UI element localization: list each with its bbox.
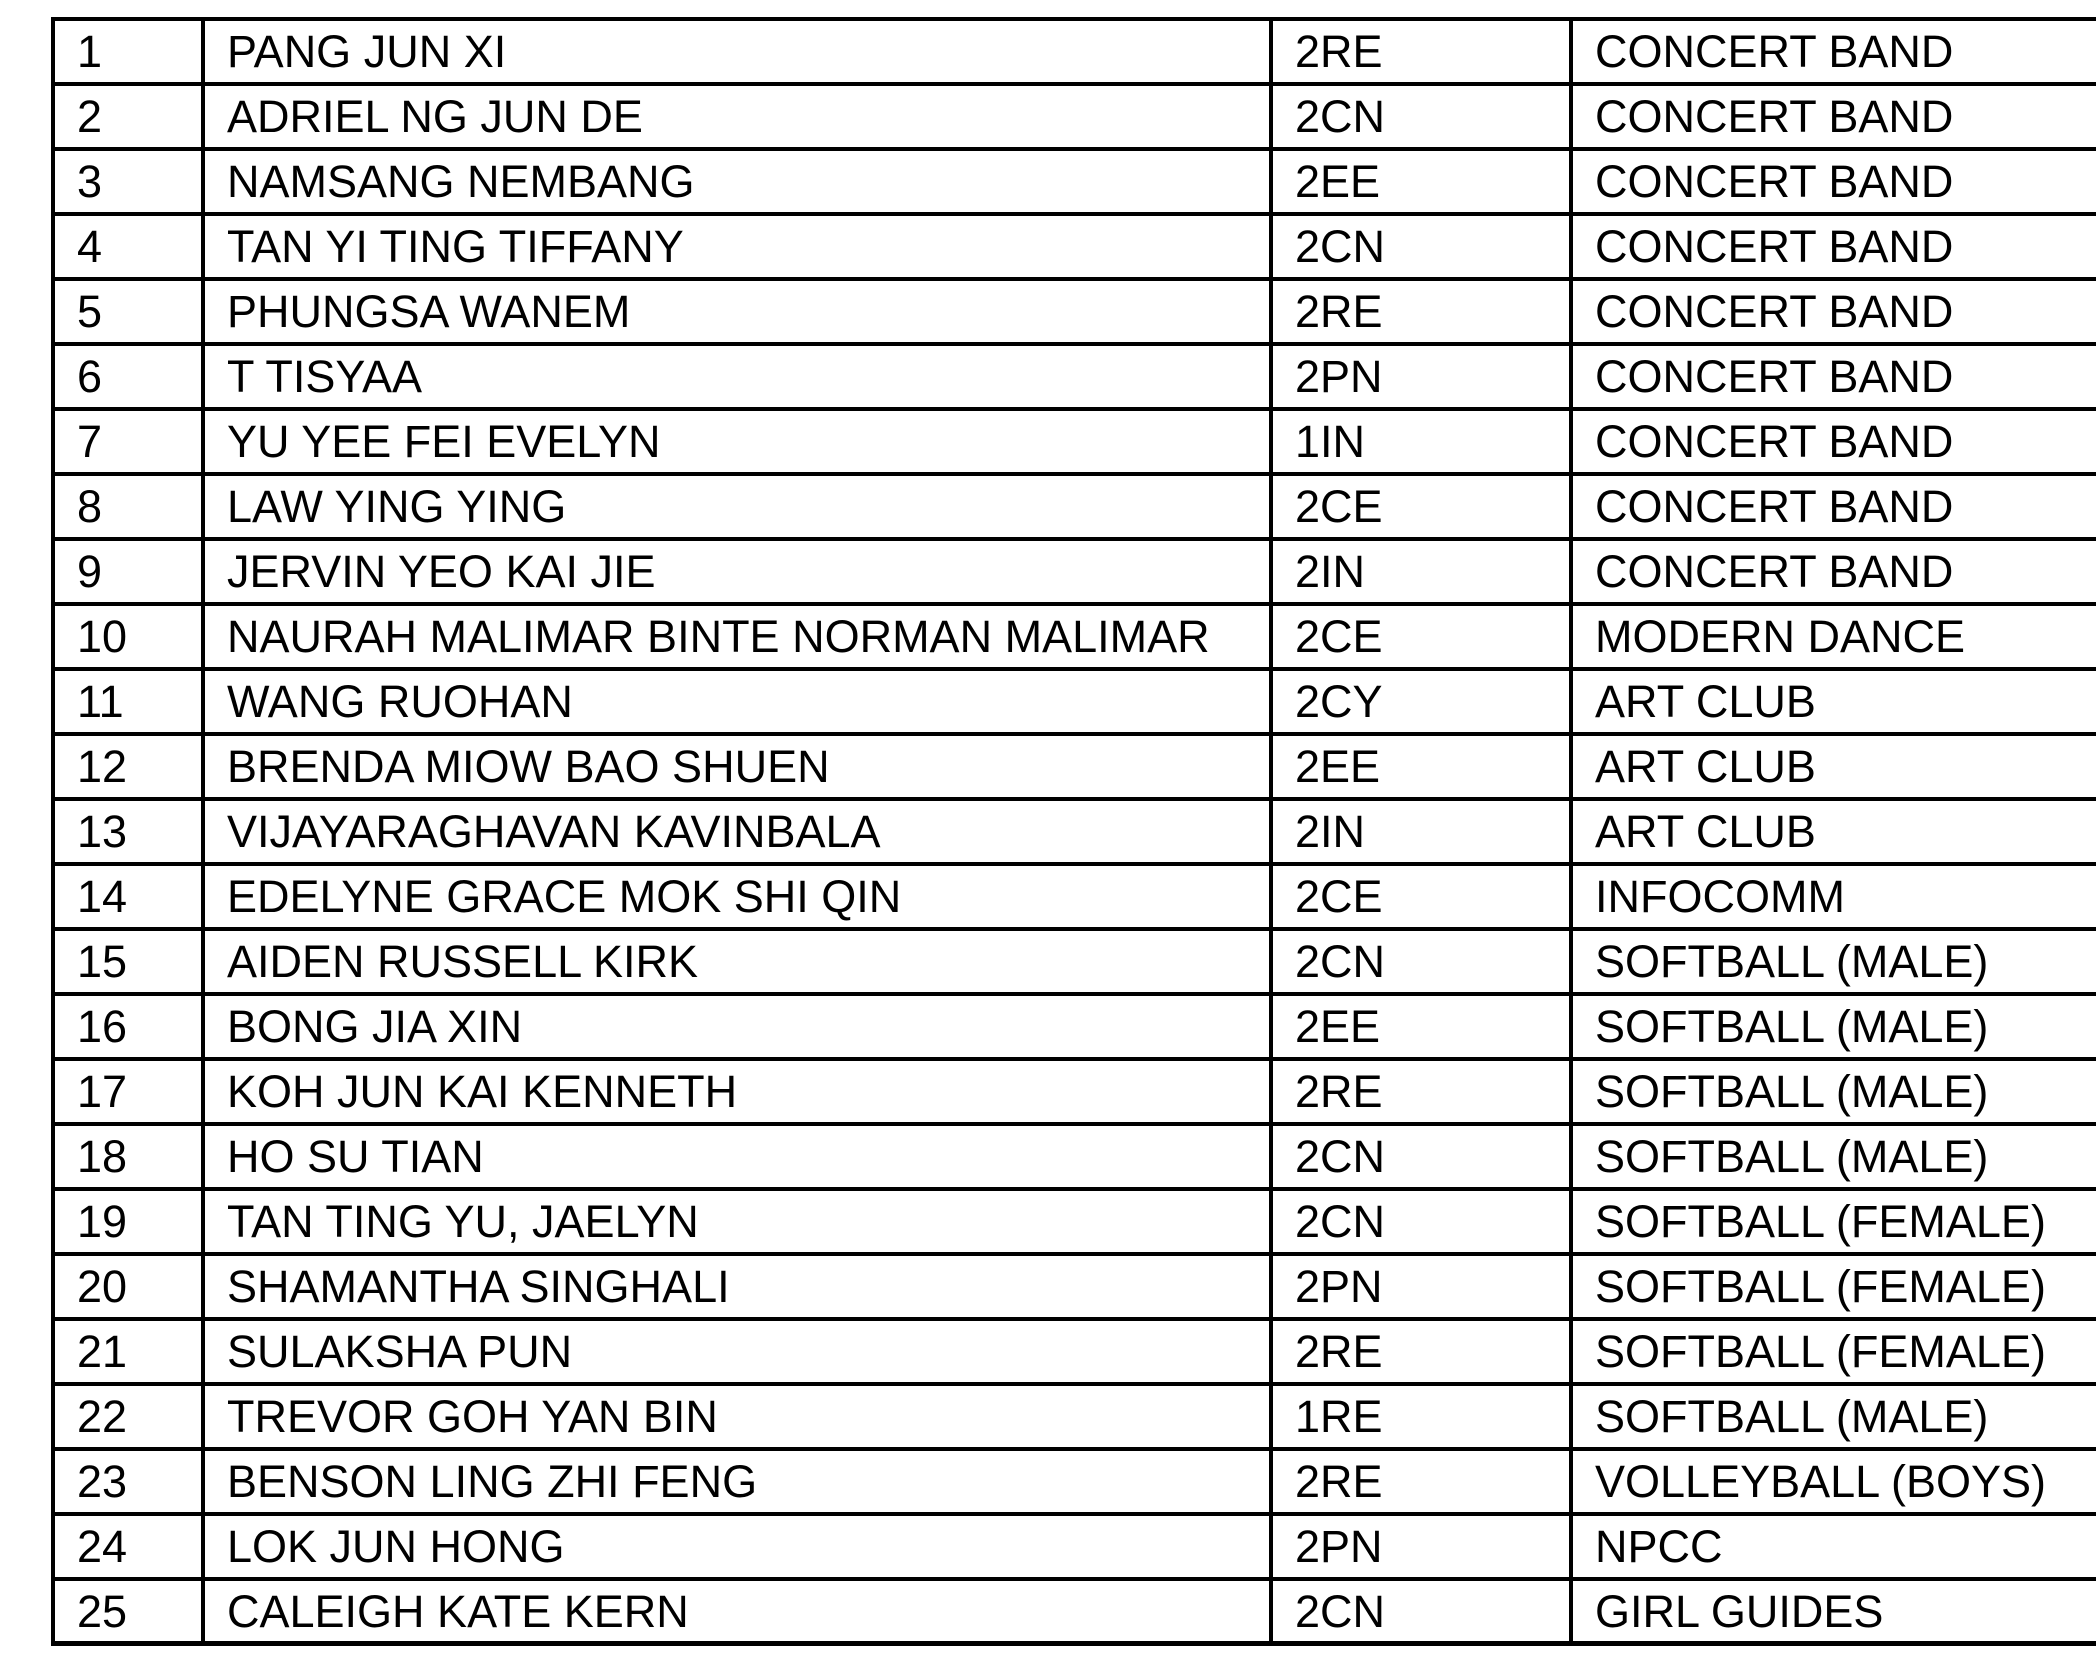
row-number-cell: 3 [53,149,203,214]
row-number-cell: 18 [53,1124,203,1189]
cca-cell: SOFTBALL (FEMALE) [1571,1319,2096,1384]
class-cell: 2EE [1271,734,1571,799]
cca-cell: CONCERT BAND [1571,214,2096,279]
class-cell: 2CN [1271,1579,1571,1644]
student-name-cell: VIJAYARAGHAVAN KAVINBALA [203,799,1271,864]
class-cell: 2CN [1271,1124,1571,1189]
student-name-cell: ADRIEL NG JUN DE [203,84,1271,149]
student-name-cell: EDELYNE GRACE MOK SHI QIN [203,864,1271,929]
table-row [53,1124,2096,1189]
row-number-cell: 24 [53,1514,203,1579]
cca-cell: CONCERT BAND [1571,149,2096,214]
cca-cell: ART CLUB [1571,734,2096,799]
student-name-cell: YU YEE FEI EVELYN [203,409,1271,474]
cca-cell: SOFTBALL (MALE) [1571,1384,2096,1449]
table-row [53,19,2096,84]
class-cell: 2CE [1271,604,1571,669]
student-name-cell: TAN YI TING TIFFANY [203,214,1271,279]
row-number-cell: 25 [53,1579,203,1644]
table-row [53,344,2096,409]
class-cell: 2CY [1271,669,1571,734]
student-name-cell: TREVOR GOH YAN BIN [203,1384,1271,1449]
student-name-cell: TAN TING YU, JAELYN [203,1189,1271,1254]
student-name-cell: CALEIGH KATE KERN [203,1579,1271,1644]
table-row [53,1449,2096,1514]
cca-cell: VOLLEYBALL (BOYS) [1571,1449,2096,1514]
row-number-cell: 15 [53,929,203,994]
class-cell: 2RE [1271,19,1571,84]
table-row [53,864,2096,929]
row-number-cell: 11 [53,669,203,734]
class-cell: 2EE [1271,149,1571,214]
table-row [53,929,2096,994]
cca-cell: ART CLUB [1571,669,2096,734]
class-cell: 2CE [1271,864,1571,929]
class-cell: 2CN [1271,214,1571,279]
cca-cell: SOFTBALL (MALE) [1571,929,2096,994]
cca-cell: CONCERT BAND [1571,474,2096,539]
cca-cell: ART CLUB [1571,799,2096,864]
table-row [53,1384,2096,1449]
table-row [53,214,2096,279]
class-cell: 2EE [1271,994,1571,1059]
row-number-cell: 4 [53,214,203,279]
table-row [53,149,2096,214]
cca-cell: CONCERT BAND [1571,409,2096,474]
row-number-cell: 6 [53,344,203,409]
row-number-cell: 5 [53,279,203,344]
table-row [53,1254,2096,1319]
cca-cell: GIRL GUIDES [1571,1579,2096,1644]
student-name-cell: NAMSANG NEMBANG [203,149,1271,214]
student-name-cell: BENSON LING ZHI FENG [203,1449,1271,1514]
student-name-cell: T TISYAA [203,344,1271,409]
table-row [53,1514,2096,1579]
table-row [53,1059,2096,1124]
class-cell: 2PN [1271,344,1571,409]
row-number-cell: 8 [53,474,203,539]
row-number-cell: 10 [53,604,203,669]
student-name-cell: NAURAH MALIMAR BINTE NORMAN MALIMAR [203,604,1271,669]
class-cell: 2RE [1271,1319,1571,1384]
row-number-cell: 9 [53,539,203,604]
cca-cell: CONCERT BAND [1571,84,2096,149]
class-cell: 2CE [1271,474,1571,539]
table-row [53,994,2096,1059]
table-row [53,1189,2096,1254]
table-row [53,669,2096,734]
class-cell: 2PN [1271,1254,1571,1319]
row-number-cell: 16 [53,994,203,1059]
table-row [53,279,2096,344]
student-name-cell: PHUNGSA WANEM [203,279,1271,344]
row-number-cell: 23 [53,1449,203,1514]
row-number-cell: 21 [53,1319,203,1384]
table-row [53,409,2096,474]
student-name-cell: SULAKSHA PUN [203,1319,1271,1384]
class-cell: 2RE [1271,1449,1571,1514]
class-cell: 2CN [1271,929,1571,994]
student-name-cell: JERVIN YEO KAI JIE [203,539,1271,604]
cca-cell: CONCERT BAND [1571,279,2096,344]
student-cca-table [51,17,2096,1646]
class-cell: 2IN [1271,539,1571,604]
student-name-cell: BONG JIA XIN [203,994,1271,1059]
student-name-cell: KOH JUN KAI KENNETH [203,1059,1271,1124]
row-number-cell: 14 [53,864,203,929]
student-name-cell: LAW YING YING [203,474,1271,539]
table-row [53,604,2096,669]
cca-cell: MODERN DANCE [1571,604,2096,669]
table-row [53,1319,2096,1384]
table-row [53,1579,2096,1644]
cca-cell: CONCERT BAND [1571,19,2096,84]
student-name-cell: BRENDA MIOW BAO SHUEN [203,734,1271,799]
cca-cell: SOFTBALL (MALE) [1571,1059,2096,1124]
student-name-cell: HO SU TIAN [203,1124,1271,1189]
cca-cell: CONCERT BAND [1571,344,2096,409]
row-number-cell: 13 [53,799,203,864]
table-row [53,734,2096,799]
table-row [53,539,2096,604]
class-cell: 1RE [1271,1384,1571,1449]
class-cell: 2CN [1271,84,1571,149]
roster-sheet [51,17,2096,1645]
class-cell: 1IN [1271,409,1571,474]
row-number-cell: 19 [53,1189,203,1254]
cca-cell: SOFTBALL (FEMALE) [1571,1254,2096,1319]
row-number-cell: 2 [53,84,203,149]
class-cell: 2IN [1271,799,1571,864]
cca-cell: SOFTBALL (MALE) [1571,1124,2096,1189]
student-name-cell: WANG RUOHAN [203,669,1271,734]
row-number-cell: 7 [53,409,203,474]
table-row [53,84,2096,149]
class-cell: 2PN [1271,1514,1571,1579]
student-name-cell: LOK JUN HONG [203,1514,1271,1579]
row-number-cell: 12 [53,734,203,799]
student-name-cell: SHAMANTHA SINGHALI [203,1254,1271,1319]
class-cell: 2RE [1271,279,1571,344]
row-number-cell: 1 [53,19,203,84]
table-row [53,474,2096,539]
class-cell: 2CN [1271,1189,1571,1254]
cca-cell: INFOCOMM [1571,864,2096,929]
row-number-cell: 20 [53,1254,203,1319]
cca-cell: NPCC [1571,1514,2096,1579]
row-number-cell: 22 [53,1384,203,1449]
row-number-cell: 17 [53,1059,203,1124]
cca-cell: SOFTBALL (MALE) [1571,994,2096,1059]
class-cell: 2RE [1271,1059,1571,1124]
table-body [53,19,2096,1644]
cca-cell: SOFTBALL (FEMALE) [1571,1189,2096,1254]
cca-cell: CONCERT BAND [1571,539,2096,604]
student-name-cell: PANG JUN XI [203,19,1271,84]
table-row [53,799,2096,864]
student-name-cell: AIDEN RUSSELL KIRK [203,929,1271,994]
